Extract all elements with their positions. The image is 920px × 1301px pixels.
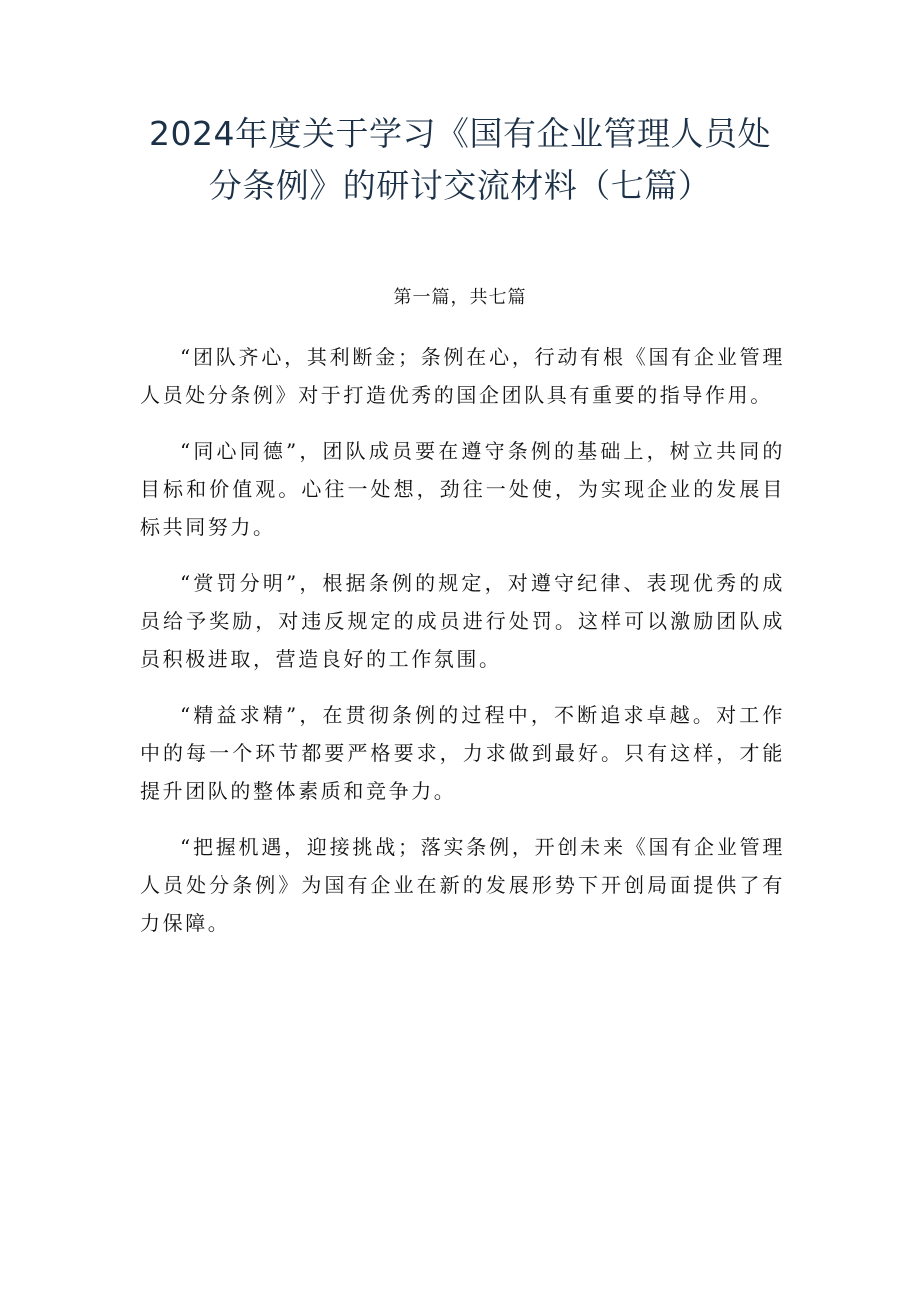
part-subtitle: 第一篇，共七篇 <box>393 287 527 308</box>
paragraph: “精益求精”，在贯彻条例的过程中，不断追求卓越。对工作中的每一个环节都要严格要求，力求做到最好。只有这样，才能提升团队的整体素质和竞争力。 <box>140 703 785 803</box>
title-line-2: 分条例》的研讨交流材料（七篇） <box>208 166 712 205</box>
paragraph: “赏罚分明”，根据条例的规定，对遵守纪律、表现优秀的成员给予奖励，对违反规定的成员进行处罚。这样可以激励团队成员积极进取，营造良好的工作氛围。 <box>140 571 785 671</box>
document-title <box>120 108 800 212</box>
paragraph: “把握机遇，迎接挑战；落实条例，开创未来《国有企业管理人员处分条例》为国有企业在新的发展形势下开创局面提供了有力保障。 <box>140 835 785 935</box>
paragraph: “团队齐心，其利断金；条例在心，行动有根《国有企业管理人员处分条例》对于打造优秀的国企团队具有重要的指导作用。 <box>140 345 785 407</box>
title-line-1: 2024年度关于学习《国有企业管理人员处 <box>149 114 771 153</box>
document-body <box>140 338 785 960</box>
paragraph: “同心同德”，团队成员要在遵守条例的基础上，树立共同的目标和价值观。心往一处想，劲往一处使，为实现企业的发展目标共同努力。 <box>140 439 785 539</box>
